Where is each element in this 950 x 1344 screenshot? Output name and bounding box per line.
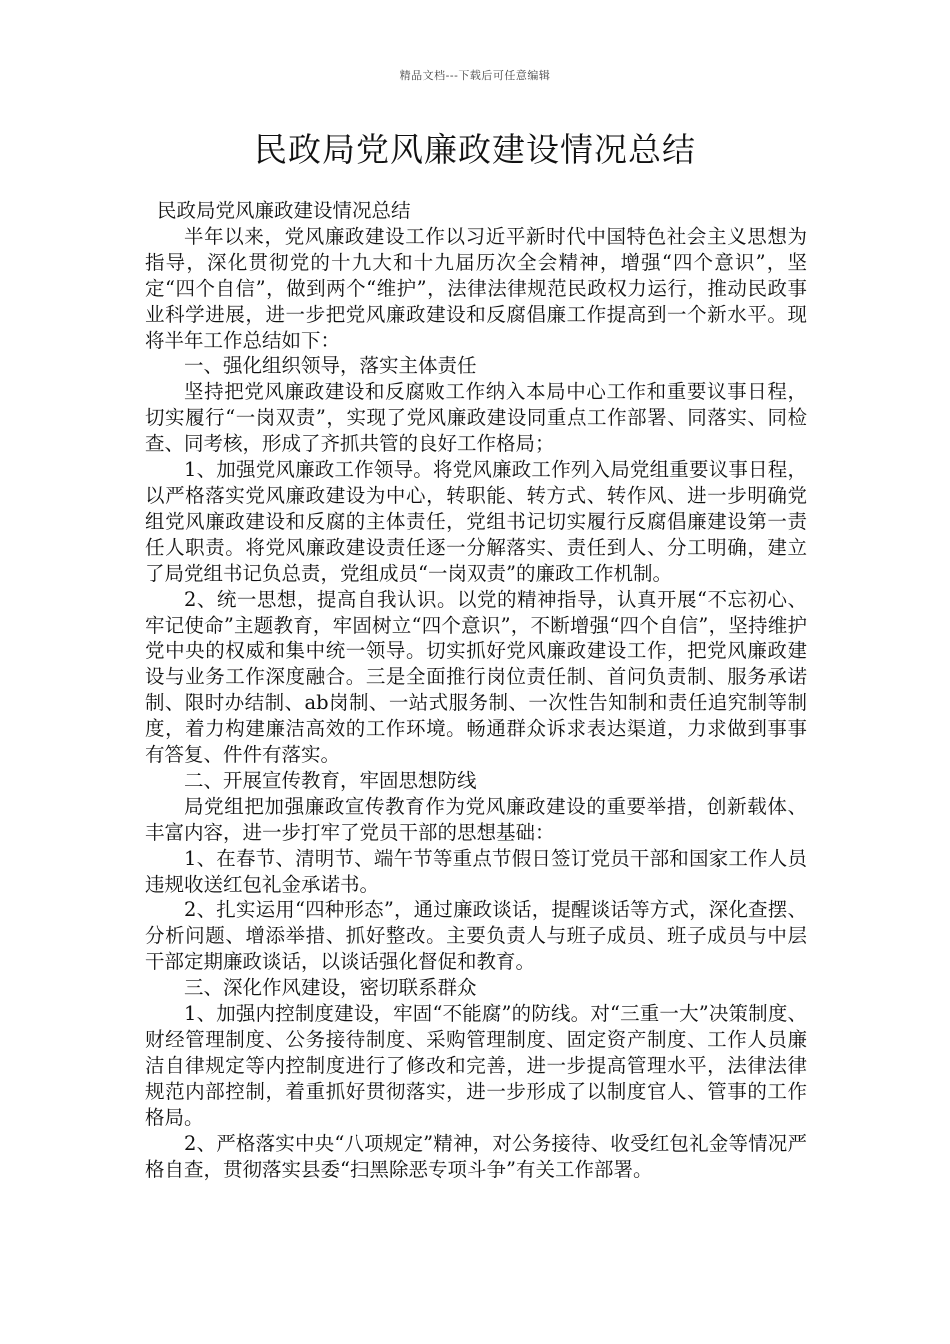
paragraph-section-1-item-1: 1、加强党风廉政工作领导。将党风廉政工作列入局党组重要议事日程，以严格落实党风廉政建设为中心，转职能、转方式、转作风、进一步明确党组党风廉政建设和反腐的主体责任，党组书记切实履行反腐倡廉建设第一责任人职责。将党风廉政建设责任逐一分解落实、责任到人、分工明确，建立了局党组书记负总责，党组成员“一岗双责”的廉政工作机制。 [145,458,807,585]
body-subtitle: 民政局党风廉政建设情况总结 [157,199,411,222]
header-note: 精品文档---下载后可任意编辑 [399,69,551,82]
section-heading-3: 三、深化作风建设，密切联系群众 [184,976,477,1000]
paragraph-section-2-intro: 局党组把加强廉政宣传教育作为党风廉政建设的重要举措，创新载体、丰富内容，进一步打牢了党员干部的思想基础： [145,794,807,844]
paragraph-section-2-item-2: 2、扎实运用“四种形态”，通过廉政谈话，提醒谈话等方式，深化查摆、分析问题、增添举措、抓好整改。主要负责人与班子成员、班子成员与中层干部定期廉政谈话，以谈话强化督促和教育。 [145,898,807,974]
document-body [145,198,807,1182]
document-title: 民政局党风廉政建设情况总结 [254,130,696,169]
paragraph-section-3-item-1: 1、加强内控制度建设，牢固“不能腐”的防线。对“三重一大”决策制度、财经管理制度、公务接待制度、采购管理制度、固定资产制度、工作人员廉洁自律规定等内控制度进行了修改和完善，进一步提高管理水平，法律法律规范内部控制，着重抓好贯彻落实，进一步形成了以制度官人、管事的工作格局。 [145,1002,807,1129]
paragraph-intro: 半年以来，党风廉政建设工作以习近平新时代中国特色社会主义思想为指导，深化贯彻党的十九大和十九届历次全会精神，增强“四个意识”，坚定“四个自信”，做到两个“维护”，法律法律规范民政权力运行，推动民政事业科学进展，进一步把党风廉政建设和反腐倡廉工作提高到一个新水平。现将半年工作总结如下： [145,224,807,352]
section-heading-2: 二、开展宣传教育，牢固思想防线 [184,768,477,792]
paragraph-section-1-item-2: 2、统一思想，提高自我认识。以党的精神指导，认真开展“不忘初心、牢记使命”主题教育，牢固树立“四个意识”，不断增强“四个自信”，坚持维护党中央的权威和集中统一领导。切实抓好党风廉政建设工作，把党风廉政建设与业务工作深度融合。三是全面推行岗位责任制、首问负责制、服务承诺制、限时办结制、ab岗制、一站式服务制、一次性告知制和责任追究制等制度，着力构建廉洁高效的工作环境。畅通群众诉求表达渠道，力求做到事事有答复、件件有落实。 [145,587,807,767]
section-heading-1: 一、强化组织领导，落实主体责任 [184,354,477,378]
paragraph-section-3-item-2: 2、严格落实中央“八项规定”精神，对公务接待、收受红包礼金等情况严格自查，贯彻落实县委“扫黑除恶专项斗争”有关工作部署。 [145,1131,807,1181]
paragraph-section-1-intro: 坚持把党风廉政建设和反腐败工作纳入本局中心工作和重要议事日程，切实履行“一岗双责”，实现了党风廉政建设同重点工作部署、同落实、同检查、同考核，形成了齐抓共管的良好工作格局； [145,380,807,456]
paragraph-section-2-item-1: 1、在春节、清明节、端午节等重点节假日签订党员干部和国家工作人员违规收送红包礼金承诺书。 [145,846,807,896]
